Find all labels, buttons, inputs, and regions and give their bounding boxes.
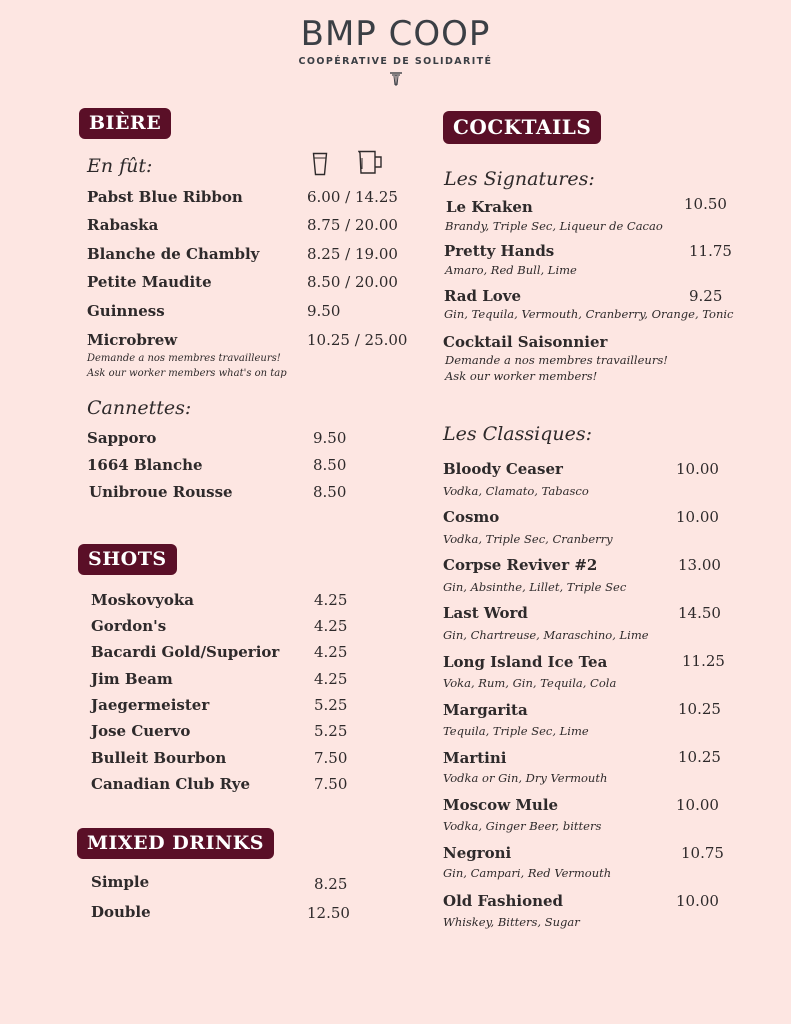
brand-name: BMP COOP: [300, 14, 491, 54]
can-item-name: Sapporo: [87, 429, 157, 447]
seasonal-cocktail-name: Cocktail Saisonnier: [443, 333, 608, 351]
cocktails-heading: COCKTAILS: [443, 111, 601, 144]
cocktail-name: Cosmo: [443, 508, 500, 526]
cocktail-price: 11.75: [689, 242, 732, 260]
draft-item-name: Microbrew: [87, 331, 178, 349]
signatures-label: Les Signatures:: [444, 168, 595, 190]
cocktail-name: Corpse Reviver #2: [443, 556, 598, 574]
cocktail-price: 10.75: [681, 844, 724, 862]
cocktail-ingredients: Amaro, Red Bull, Lime: [445, 263, 577, 277]
cans-label: Cannettes:: [87, 397, 192, 419]
cocktail-name: Pretty Hands: [444, 242, 555, 260]
mixed-drinks-heading: MIXED DRINKS: [77, 828, 274, 859]
cocktail-price: 10.00: [676, 460, 719, 478]
mixed-item-price: 8.25: [314, 875, 348, 893]
cocktail-ingredients: Tequila, Triple Sec, Lime: [443, 724, 589, 738]
shot-item-name: Jaegermeister: [91, 696, 210, 714]
shot-item-name: Bacardi Gold/Superior: [91, 643, 280, 661]
cocktail-name: Rad Love: [444, 287, 522, 305]
brand-subtitle: COOPÉRATIVE DE SOLIDARITÉ: [298, 56, 493, 67]
mixed-item-price: 12.50: [307, 904, 350, 922]
cocktail-price: 9.25: [689, 287, 723, 305]
can-item-price: 8.50: [313, 456, 347, 474]
draft-item-name: Pabst Blue Ribbon: [87, 188, 243, 206]
cocktail-name: Negroni: [443, 844, 512, 862]
draft-item-name: Rabaska: [87, 216, 159, 234]
can-item-name: 1664 Blanche: [87, 456, 203, 474]
shot-item-price: 7.50: [314, 749, 348, 767]
shot-item-name: Bulleit Bourbon: [91, 749, 227, 767]
cocktail-name: Bloody Ceaser: [443, 460, 563, 478]
biere-heading: BIÈRE: [79, 108, 171, 139]
draft-item-price: 10.25 / 25.00: [307, 331, 408, 349]
brand-header: [0, 14, 791, 87]
draft-item-price: 8.25 / 19.00: [307, 245, 398, 263]
seasonal-note-fr: Demande a nos membres travailleurs!: [445, 353, 668, 367]
cocktail-ingredients: Vodka or Gin, Dry Vermouth: [443, 771, 608, 785]
cocktail-ingredients: Vodka, Ginger Beer, bitters: [443, 819, 602, 833]
cocktail-price: 10.25: [678, 700, 721, 718]
pint-glass-icon: [312, 152, 328, 176]
shot-item-name: Gordon's: [91, 617, 167, 635]
shot-item-price: 7.50: [314, 775, 348, 793]
draft-item-price: 8.50 / 20.00: [307, 273, 398, 291]
cocktail-ingredients: Vodka, Triple Sec, Cranberry: [443, 532, 613, 546]
cocktail-ingredients: Vodka, Clamato, Tabasco: [443, 484, 589, 498]
shot-item-name: Jose Cuervo: [91, 722, 191, 740]
cocktail-ingredients: Gin, Absinthe, Lillet, Triple Sec: [443, 580, 627, 594]
shot-item-price: 5.25: [314, 696, 348, 714]
cocktail-price: 10.00: [676, 508, 719, 526]
draft-item-name: Guinness: [87, 302, 165, 320]
cocktail-name: Moscow Mule: [443, 796, 559, 814]
shot-item-price: 5.25: [314, 722, 348, 740]
classics-label: Les Classiques:: [443, 423, 592, 445]
shot-item-name: Moskovyoka: [91, 591, 195, 609]
can-item-name: Unibroue Rousse: [89, 483, 233, 501]
mixed-item-name: Double: [91, 903, 151, 921]
microbrew-note-en: Ask our worker members what's on tap: [87, 368, 287, 379]
cocktail-name: Old Fashioned: [443, 892, 564, 910]
cocktail-name: Le Kraken: [446, 198, 533, 216]
pitcher-icon: [358, 150, 386, 176]
shot-item-name: Canadian Club Rye: [91, 775, 251, 793]
cocktail-ingredients: Brandy, Triple Sec, Liqueur de Cacao: [445, 219, 663, 233]
drip-mark-icon: [389, 71, 403, 87]
cocktail-price: 10.00: [676, 892, 719, 910]
cocktail-name: Last Word: [443, 604, 528, 622]
shots-heading: SHOTS: [78, 544, 177, 575]
shot-item-price: 4.25: [314, 591, 348, 609]
shot-item-price: 4.25: [314, 643, 348, 661]
cocktail-ingredients: Gin, Chartreuse, Maraschino, Lime: [443, 628, 649, 642]
cocktail-price: 10.50: [684, 195, 727, 213]
draft-item-name: Petite Maudite: [87, 273, 212, 291]
cocktail-price: 11.25: [682, 652, 725, 670]
can-item-price: 9.50: [313, 429, 347, 447]
cocktail-price: 10.00: [676, 796, 719, 814]
draft-item-price: 6.00 / 14.25: [307, 188, 398, 206]
mixed-item-name: Simple: [91, 873, 150, 891]
cocktail-name: Martini: [443, 749, 507, 767]
shot-item-price: 4.25: [314, 670, 348, 688]
cocktail-ingredients: Whiskey, Bitters, Sugar: [443, 915, 580, 929]
cocktail-name: Long Island Ice Tea: [443, 653, 608, 671]
seasonal-note-en: Ask our worker members!: [445, 369, 598, 383]
cocktail-ingredients: Voka, Rum, Gin, Tequila, Cola: [443, 676, 617, 690]
shot-item-price: 4.25: [314, 617, 348, 635]
microbrew-note-fr: Demande a nos membres travailleurs!: [87, 353, 281, 364]
shot-item-name: Jim Beam: [91, 670, 173, 688]
cocktail-price: 14.50: [678, 604, 721, 622]
cocktail-price: 10.25: [678, 748, 721, 766]
draft-item-price: 9.50: [307, 302, 341, 320]
draft-label: En fût:: [87, 155, 153, 177]
can-item-price: 8.50: [313, 483, 347, 501]
cocktail-name: Margarita: [443, 701, 528, 719]
cocktail-ingredients: Gin, Campari, Red Vermouth: [443, 866, 612, 880]
draft-item-price: 8.75 / 20.00: [307, 216, 398, 234]
cocktail-price: 13.00: [678, 556, 721, 574]
draft-item-name: Blanche de Chambly: [87, 245, 260, 263]
cocktail-ingredients: Gin, Tequila, Vermouth, Cranberry, Orange, Tonic: [444, 307, 734, 321]
